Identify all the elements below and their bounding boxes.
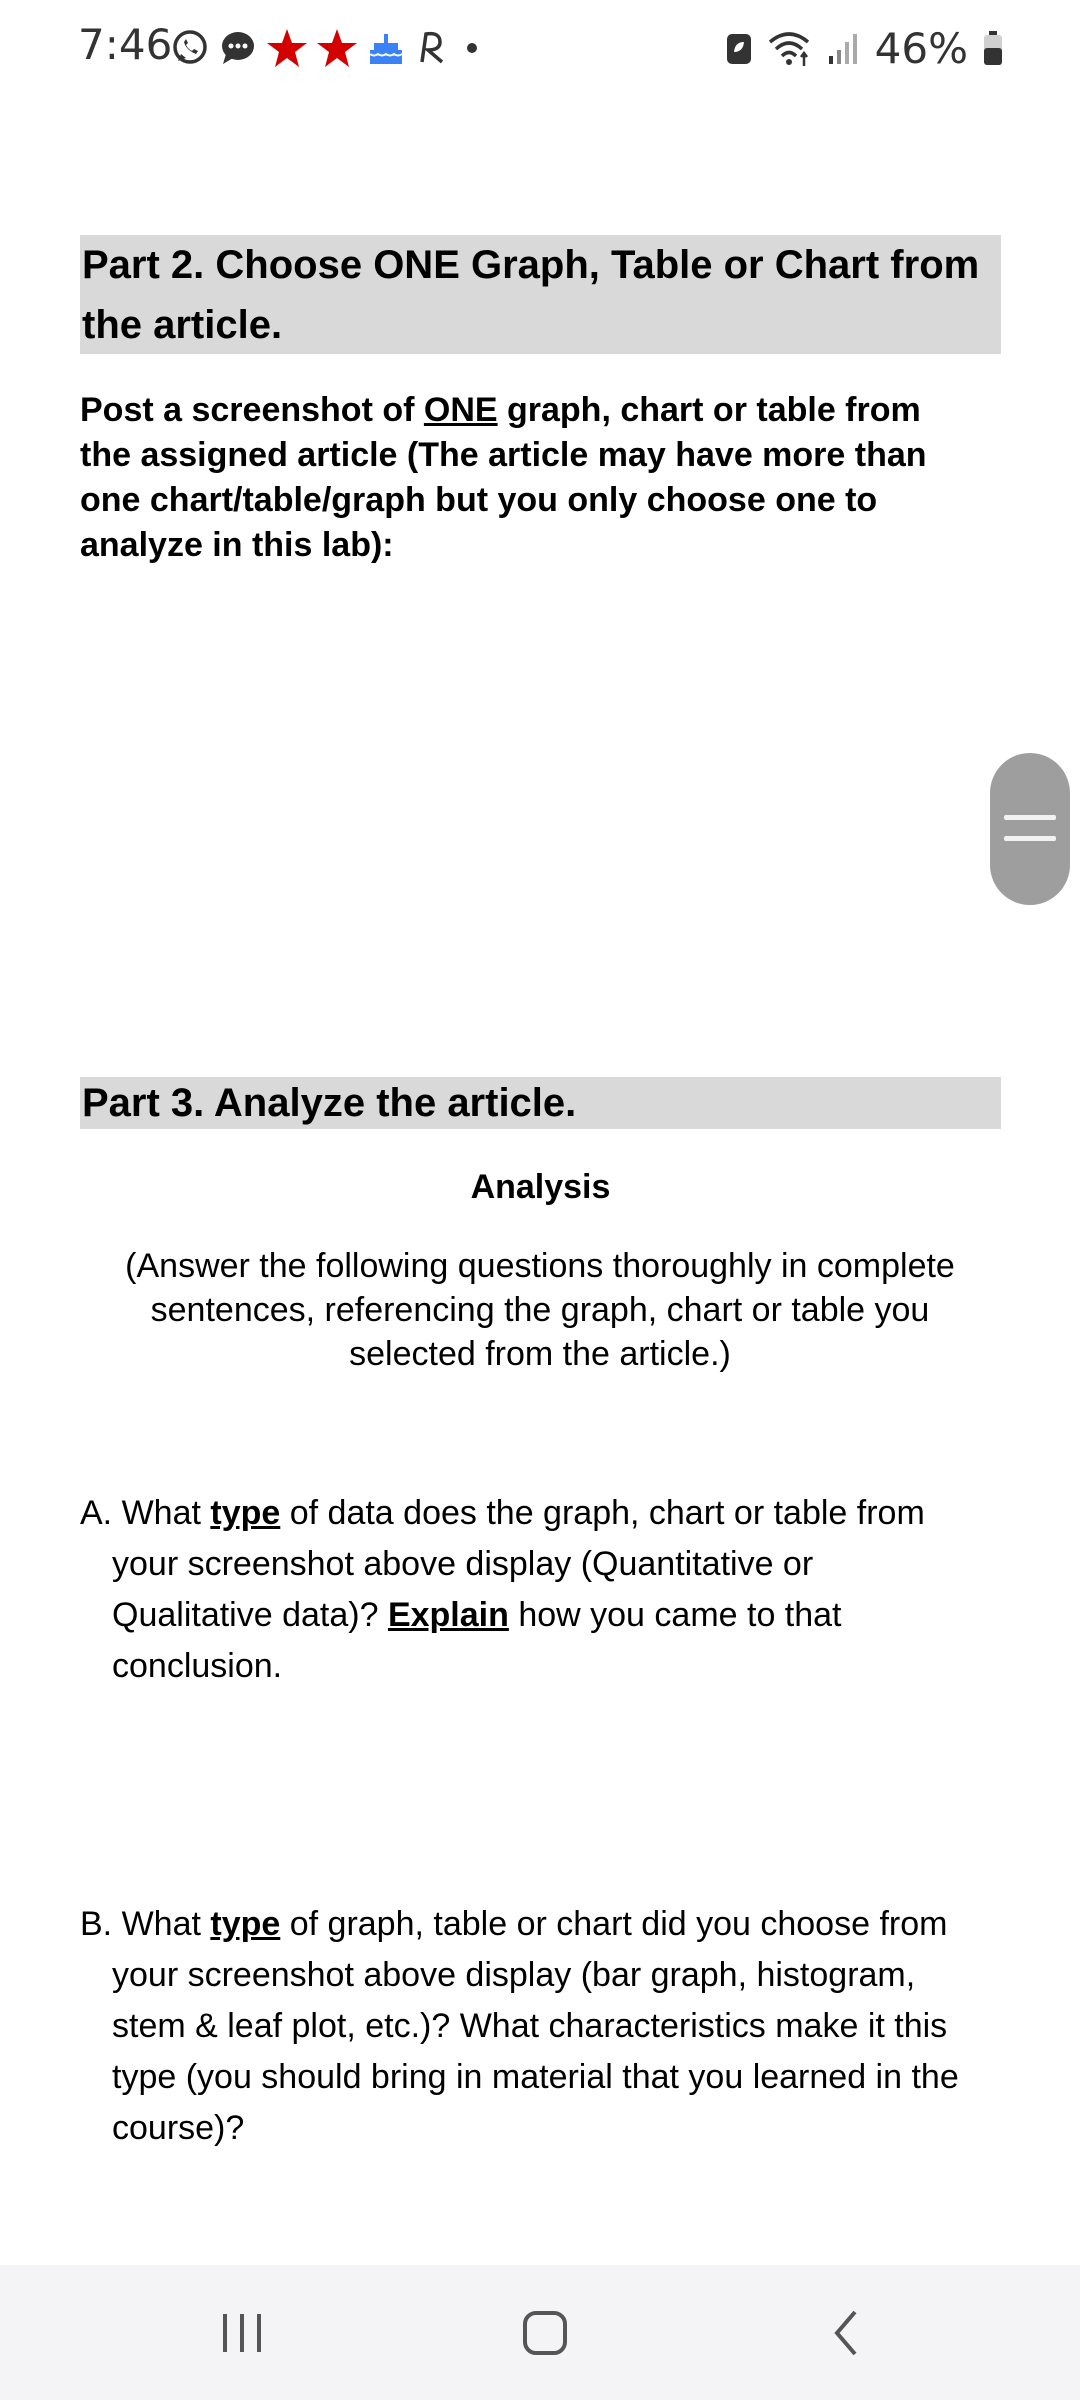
notification-icons xyxy=(170,26,486,70)
question-b-line1: of graph, table or chart did you choose from xyxy=(280,1905,948,1943)
question-b-line5: course)? xyxy=(112,2109,245,2147)
star-icon xyxy=(266,27,308,69)
home-button[interactable] xyxy=(505,2300,585,2365)
handle-grip-line xyxy=(1004,815,1056,820)
question-a-line4: conclusion. xyxy=(112,1647,283,1685)
cake-icon xyxy=(366,28,406,68)
recent-apps-button[interactable] xyxy=(202,2300,282,2365)
handle-grip-line xyxy=(1004,836,1056,841)
question-b-type: type xyxy=(210,1905,281,1943)
signal-icon xyxy=(827,30,861,66)
dot-icon xyxy=(458,28,486,68)
question-a-line3-after: how you came to that xyxy=(508,1596,842,1634)
question-a-type: type xyxy=(210,1494,281,1532)
messages-icon xyxy=(218,28,258,68)
question-a-line2: your screenshot above display (Quantitative or xyxy=(112,1545,814,1583)
question-a xyxy=(80,1488,1000,1692)
back-button[interactable] xyxy=(808,2300,888,2365)
navigation-bar xyxy=(0,2265,1080,2400)
system-icons xyxy=(725,20,1004,76)
question-a-prefix: A. What xyxy=(80,1494,211,1532)
status-time: 7:46 xyxy=(78,20,173,69)
battery-saver-icon xyxy=(725,30,753,66)
question-b-line4: type (you should bring in material that you learned in the xyxy=(112,2058,959,2096)
question-a-line3 xyxy=(80,1590,1000,1641)
wifi-icon xyxy=(767,28,813,68)
battery-icon xyxy=(982,30,1004,66)
whatsapp-icon xyxy=(170,28,210,68)
back-icon xyxy=(823,2308,873,2358)
status-bar xyxy=(0,0,1080,96)
question-b-line3: stem & leaf plot, etc.)? What characteristics make it this xyxy=(112,2007,948,2045)
analysis-note: (Answer the following questions thoroughly in complete sentences, referencing the graph, chart or table you selected from the article.) xyxy=(125,1247,955,1373)
analysis-title: Analysis xyxy=(470,1168,611,1206)
star-icon xyxy=(316,27,358,69)
scroll-handle[interactable] xyxy=(990,753,1070,905)
question-b-line2: your screenshot above display (bar graph, histogram, xyxy=(112,1956,916,1994)
question-b-prefix: B. What xyxy=(80,1905,211,1943)
instruction-after: graph, chart or table from the assigned article (The article may have more than one chart/table/graph but you only choose one to analyze in this lab): xyxy=(80,391,927,564)
r-icon xyxy=(414,28,450,68)
battery-percent: 46% xyxy=(874,23,968,73)
part3-heading: Part 3. Analyze the article. xyxy=(80,1077,1001,1129)
home-icon xyxy=(520,2308,570,2358)
question-a-explain: Explain xyxy=(387,1596,509,1634)
question-b xyxy=(80,1899,1000,2154)
instruction-emphasis: ONE xyxy=(423,391,498,429)
instruction-text xyxy=(80,388,980,568)
question-a-line3-before: Qualitative data)? xyxy=(112,1596,388,1634)
instruction-before: Post a screenshot of xyxy=(80,391,424,429)
recent-apps-icon xyxy=(217,2308,267,2358)
part2-heading: Part 2. Choose ONE Graph, Table or Chart from the article. xyxy=(80,235,1001,354)
question-a-line1: of data does the graph, chart or table from xyxy=(280,1494,925,1532)
